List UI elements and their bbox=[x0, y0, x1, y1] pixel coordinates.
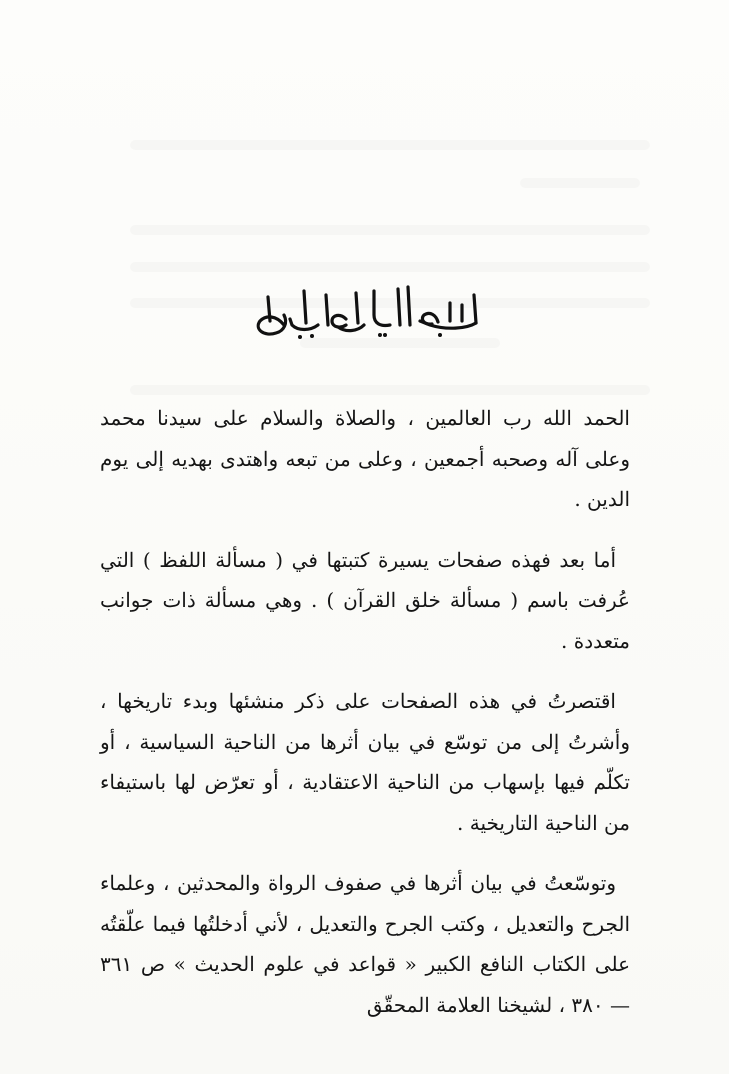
bleed-through-line bbox=[130, 385, 650, 395]
bleed-through-line bbox=[520, 178, 640, 188]
main-text bbox=[100, 398, 630, 1045]
paragraph-3: اقتصرتُ في هذه الصفحات على ذكر منشئها وبدء تاريخها ، وأشرتُ إلى من توسّع في بيان أثرها من الناحية السياسية ، أو تكلّم فيها بإسهاب من الناحية الاعتقادية ، أو تعرّض لها باستيفاء من الناحية التاريخية . bbox=[100, 689, 630, 835]
bleed-through-line bbox=[130, 225, 650, 235]
paragraph-4: وتوسّعتُ في بيان أثرها في صفوف الرواة والمحدثين ، وعلماء الجرح والتعديل ، وكتب الجرح والتعديل ، لأني أدخلتُها فيما علّقتُه على الكتاب النافع الكبير « قواعد في علوم الحديث » ص ٣٦١ — ٣٨٠ ، لشيخنا العلامة المحقّق bbox=[100, 871, 630, 1017]
bleed-through-line bbox=[130, 140, 650, 150]
basmala-calligraphy bbox=[0, 270, 729, 350]
basmala-calligraphy-image bbox=[240, 275, 490, 345]
paragraph-2: أما بعد فهذه صفحات يسيرة كتبتها في ( مسألة اللفظ ) التي عُرفت باسم ( مسألة خلق القرآن ) . وهي مسألة ذات جوانب متعددة . bbox=[100, 547, 630, 653]
paragraph-1: الحمد الله رب العالمين ، والصلاة والسلام على سيدنا محمد وعلى آله وصحبه أجمعين ، وعلى من تبعه واهتدى بهديه إلى يوم الدين . bbox=[100, 406, 630, 511]
